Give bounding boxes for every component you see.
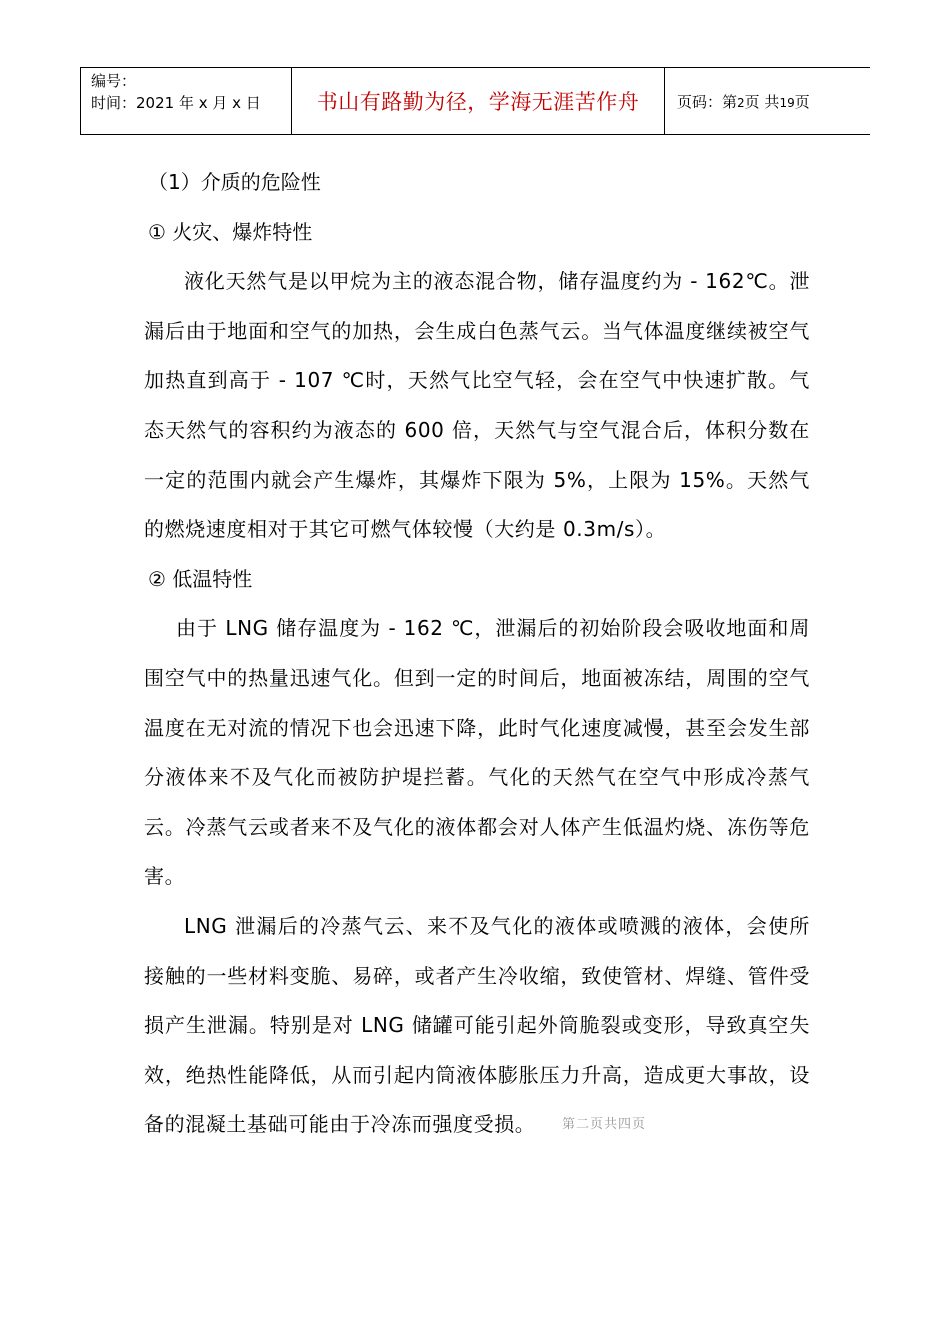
page-current: 2 [737,95,745,110]
page-total: 19 [779,95,795,110]
document-time-label: 时间：2021 年 x 月 x 日 [91,94,261,112]
header-motto: 书山有路勤为径，学海无涯苦作舟 [292,68,665,135]
page-suffix: 页 [794,92,810,111]
paragraph-fire-explosion: 液化天然气是以甲烷为主的液态混合物，储存温度约为 - 162℃。泄漏后由于地面和空气的加热，会生成白色蒸气云。当气体温度继续被空气加热直到高于 - 107 ℃时，天然气比空气轻，会在空气中快速扩散。气态天然气的容积约为液态的 600 倍，天然气与空气混合后，体积分数在一定的范围内就会产生爆炸，其爆炸下限为 5%，上限为 15%。天然气的燃烧速度相对于其它可燃气体较慢（大约是 0.3m/s）。 [144,269,810,542]
page-watermark: 第二页共四页 [562,1117,647,1132]
header-info-cell [81,68,292,135]
page-prefix: 页码：第 [677,92,738,111]
subheading-fire-explosion: ① 火灾、爆炸特性 [148,219,313,244]
subheading-low-temperature: ② 低温特性 [148,566,253,591]
page-indicator [665,68,871,135]
document-number-label: 编号： [91,72,137,90]
paragraph-low-temperature: 由于 LNG 储存温度为 - 162 ℃，泄漏后的初始阶段会吸收地面和周围空气中的热量迅速气化。但到一定的时间后，地面被冻结，周围的空气温度在无对流的情况下也会迅速下降，此时气化速度减慢，甚至会发生部分液体来不及气化而被防护堤拦蓄。气化的天然气在空气中形成冷蒸气云。冷蒸气云或者来不及气化的液体都会对人体产生低温灼烧、冻伤等危害。 [144,616,810,889]
page-mid: 页 共 [744,92,780,111]
paragraph-material-damage: LNG 泄漏后的冷蒸气云、来不及气化的液体或喷溅的液体，会使所接触的一些材料变脆、易碎，或者产生冷收缩，致使管材、焊缝、管件受损产生泄漏。特别是对 LNG 储罐可能引起外筒脆裂或变形，导致真空失效，绝热性能降低，从而引起内筒液体膨胀压力升高，造成更大事故，设备的混凝土基础可能由于冷冻而强度受损。 [144,913,810,1137]
section-heading-hazard: （1）介质的危险性 [148,170,321,194]
header-table [80,67,870,135]
document-body [144,158,810,1150]
